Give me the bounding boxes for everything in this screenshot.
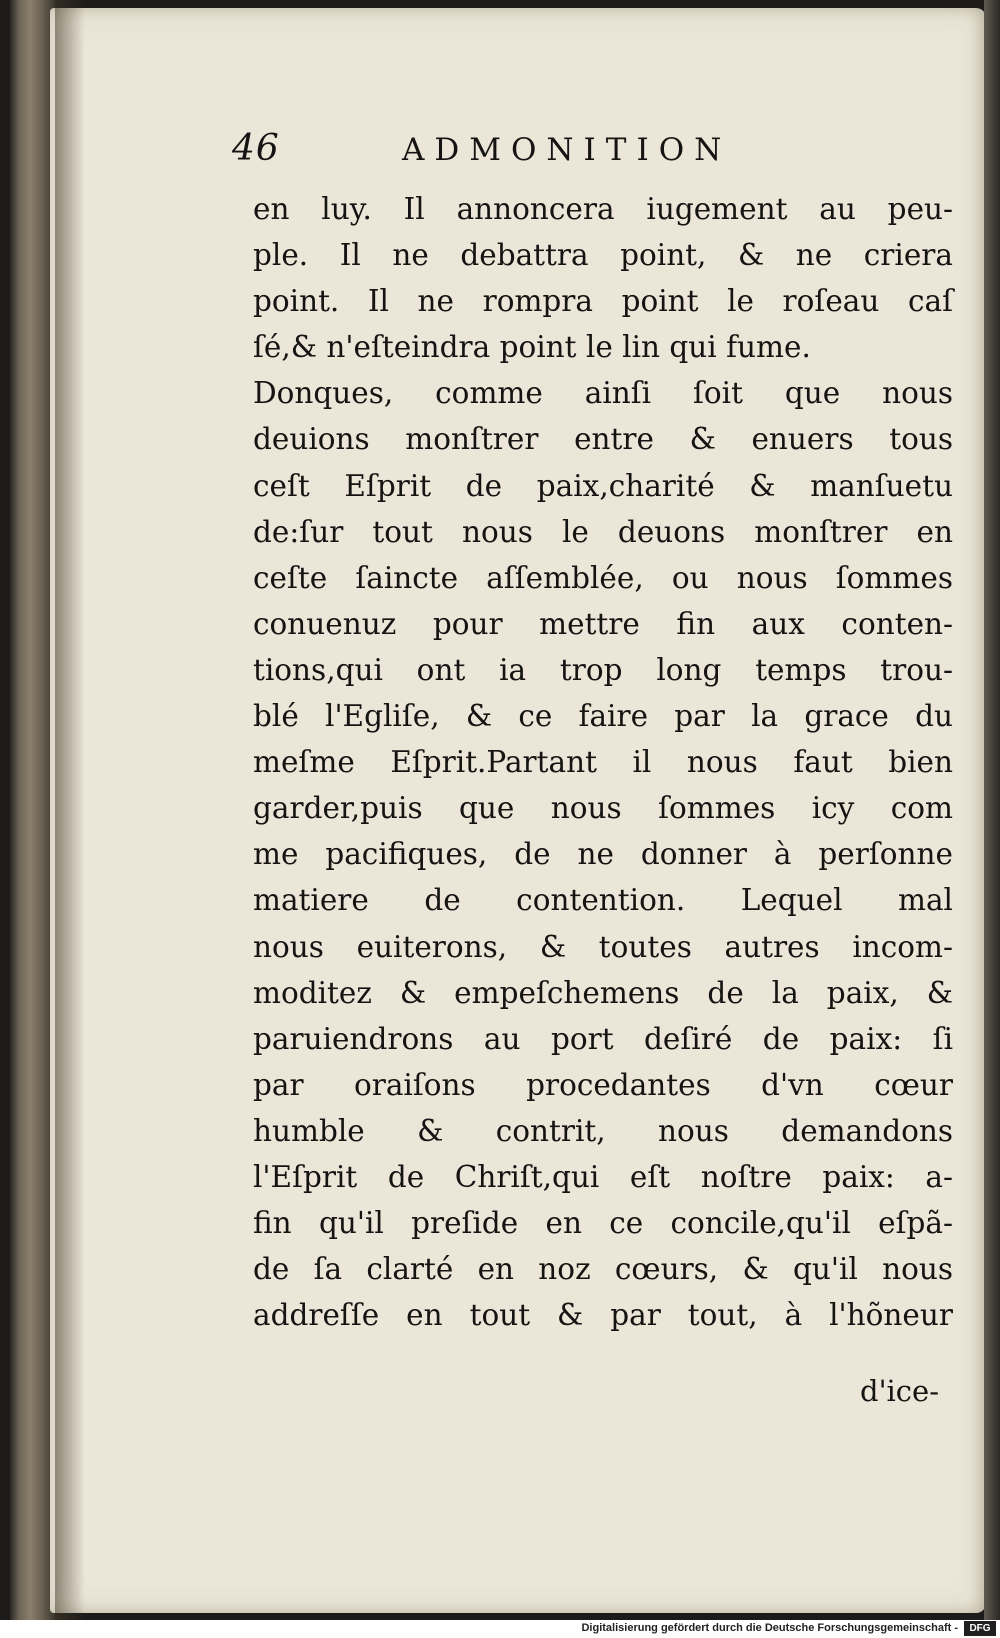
text-line: conuenuz pour mettre fin aux conten- [253, 606, 953, 641]
text-line: meſme Eſprit.Partant il nous faut bien [253, 745, 953, 780]
text-line: Donques, comme ainſi ſoit que nous [253, 376, 953, 411]
book-right-edge [984, 0, 1000, 1620]
book-page-edges [10, 0, 55, 1620]
text-line: addreſſe en tout & par tout, à l'hõneur [253, 1298, 953, 1333]
text-line: l'Eſprit de Chriſt,qui eſt noſtre paix: a- [253, 1159, 953, 1194]
text-line: point. Il ne rompra point le roſeau caſ [253, 284, 953, 319]
text-line: humble & contrit, nous demandons [253, 1113, 953, 1148]
text-line: fin qu'il preſide en ce concile,qu'il eſpã- [253, 1206, 953, 1241]
dfg-logo: DFG [964, 1621, 996, 1636]
text-line: moditez & empeſchemens de la paix, & [253, 975, 953, 1010]
text-line: ceſt Eſprit de paix,charité & manſuetu [253, 468, 953, 503]
text-line: ple. Il ne debattra point, & ne criera [253, 238, 953, 273]
gutter-shadow [55, 0, 85, 1620]
footer-bar [0, 1620, 1000, 1638]
text-line: de ſa clarté en noz cœurs, & qu'il nous [253, 1252, 953, 1287]
text-line: tions,qui ont ia trop long temps trou- [253, 652, 953, 687]
page-header [232, 128, 962, 178]
text-line: ceſte ſaincte aſſemblée, ou nous ſommes [253, 560, 953, 595]
text-line: me pacifiques, de ne donner à perſonne [253, 837, 953, 872]
catchword: d'ice- [860, 1374, 940, 1408]
text-line: garder,puis que nous ſommes icy com [253, 791, 953, 826]
text-line: matiere de contention. Lequel mal [253, 883, 953, 918]
text-line: de:ſur tout nous le deuons monſtrer en [253, 514, 953, 549]
text-line: nous euiterons, & toutes autres incom- [253, 929, 953, 964]
body-text [253, 186, 953, 1338]
funding-credit: Digitalisierung gefördert durch die Deutsche Forschungsgemeinschaft - [581, 1622, 958, 1634]
text-line: en luy. Il annoncera iugement au peu- [253, 192, 953, 226]
page-number: 46 [232, 128, 280, 169]
text-line: deuions monſtrer entre & enuers tous [253, 422, 953, 457]
text-line: par oraiſons procedantes d'vn cœur [253, 1067, 953, 1102]
text-line: paruiendrons au port deſiré de paix: ſi [253, 1021, 953, 1056]
text-line: blé l'Egliſe, & ce faire par la grace du [253, 699, 953, 734]
running-head: ADMONITION [402, 132, 732, 168]
text-line: ſé,& n'eſteindra point le lin qui fume. [253, 330, 811, 365]
